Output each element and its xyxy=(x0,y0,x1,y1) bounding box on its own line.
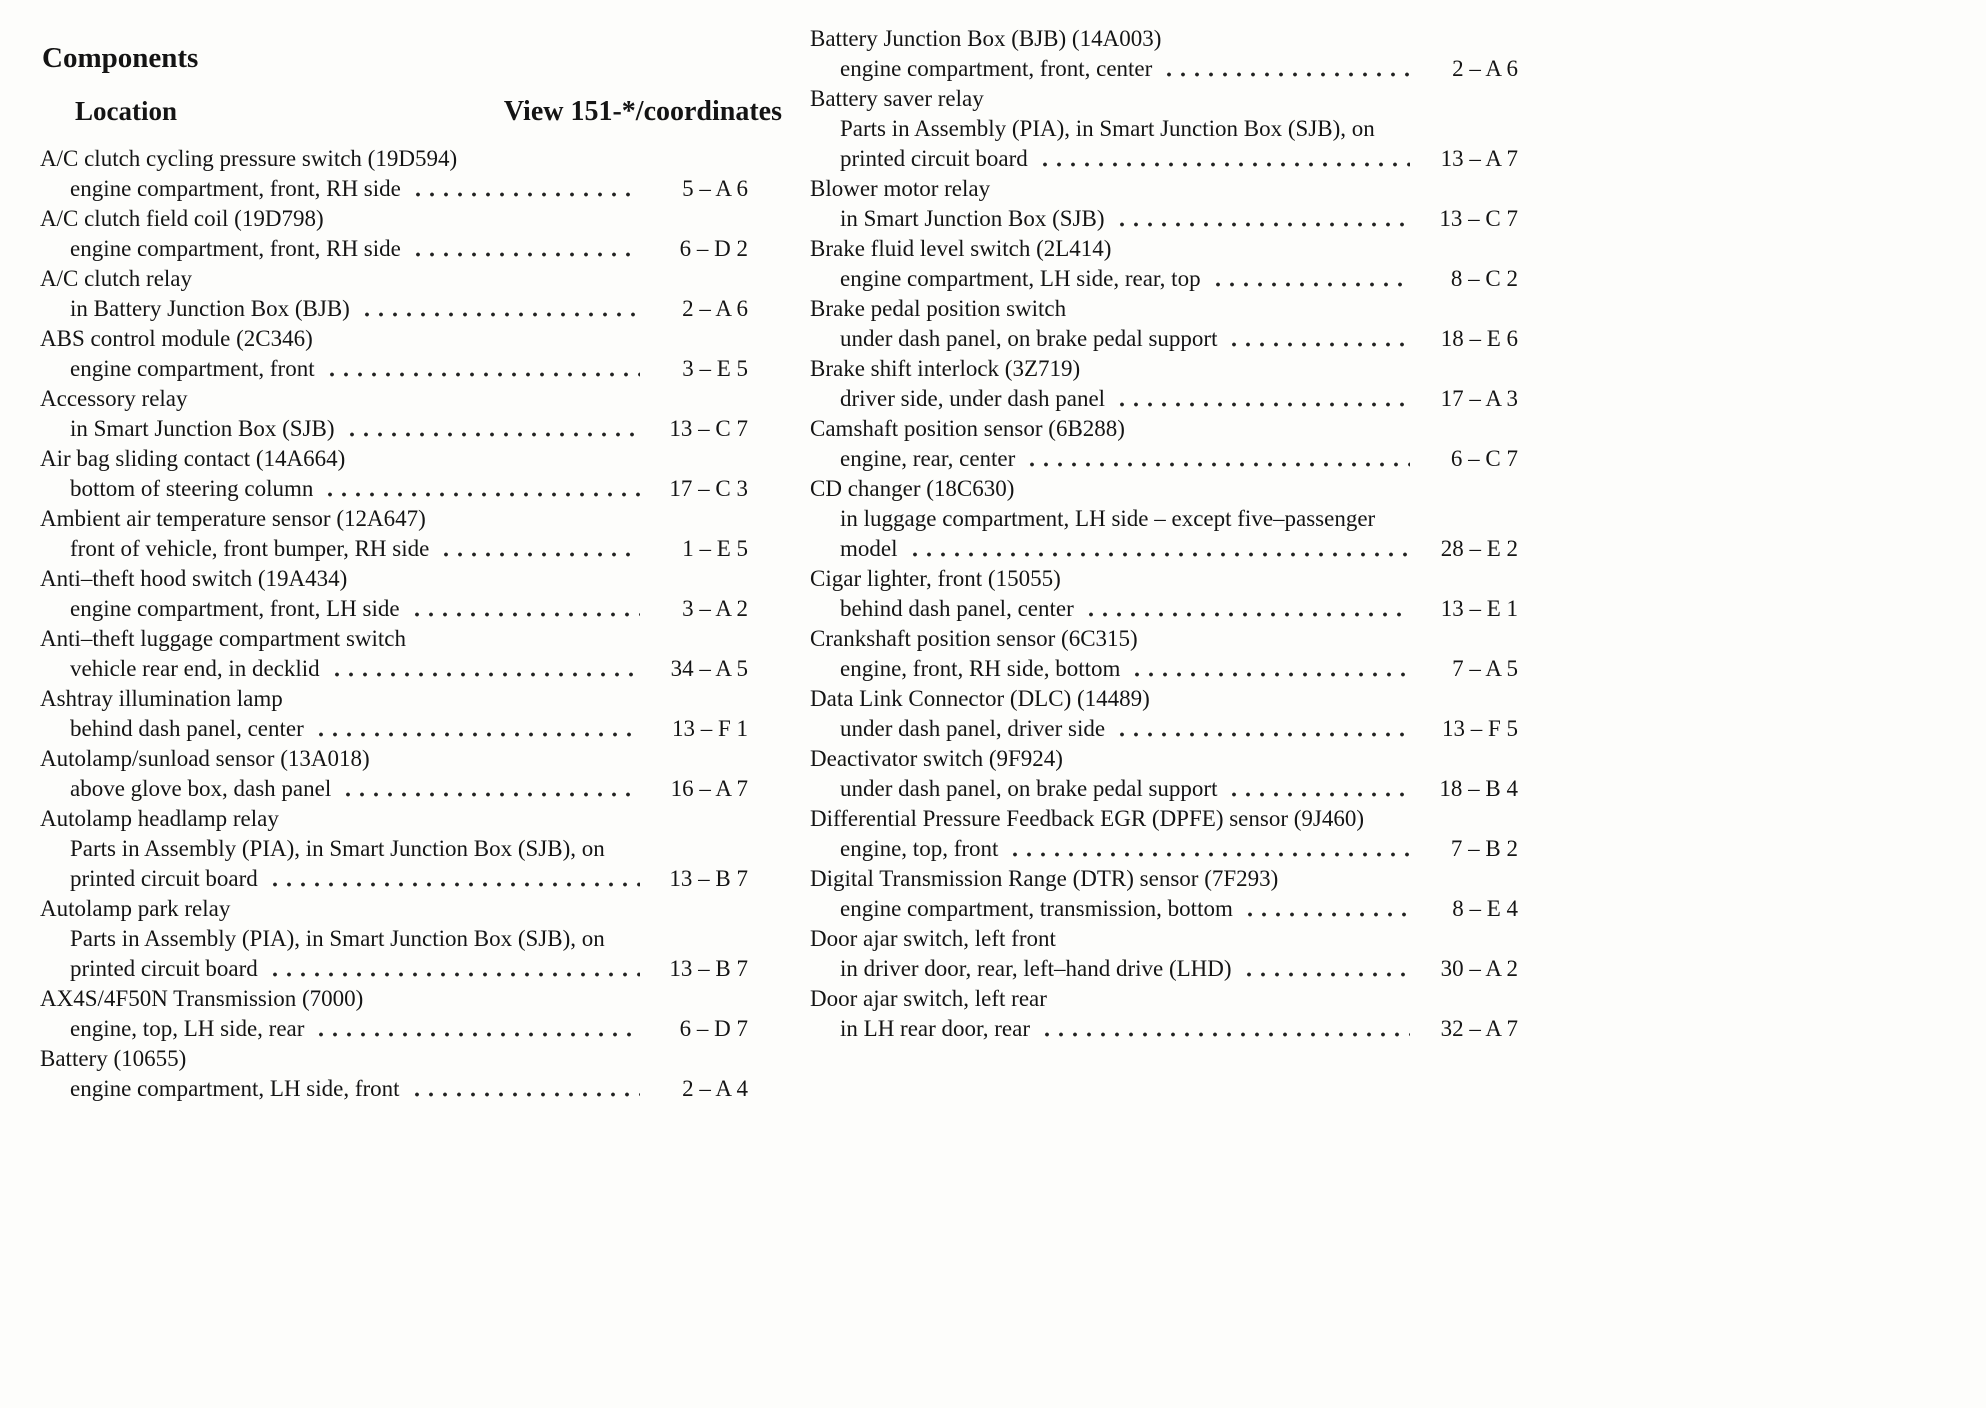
location-text: front of vehicle, front bumper, RH side xyxy=(70,536,430,561)
component-entry xyxy=(40,984,748,1044)
coordinate: 18 – B 4 xyxy=(1439,776,1518,801)
component-entry xyxy=(40,744,748,804)
coordinate: 8 – E 4 xyxy=(1452,896,1518,921)
component-entry xyxy=(40,504,748,564)
component-name: Air bag sliding contact (14A664) xyxy=(40,446,346,471)
left-column xyxy=(40,24,782,1104)
location-text: engine compartment, front, RH side xyxy=(70,236,401,261)
location-line xyxy=(40,924,748,954)
component-name: AX4S/4F50N Transmission (7000) xyxy=(40,986,364,1011)
coordinate: 2 – A 4 xyxy=(682,1076,748,1101)
component-name: Battery saver relay xyxy=(810,86,984,111)
location-line xyxy=(810,114,1518,144)
location-line xyxy=(40,534,748,564)
coordinate: 13 – F 1 xyxy=(671,716,748,741)
component-name: Accessory relay xyxy=(40,386,188,411)
location-line xyxy=(810,324,1518,354)
component-name: A/C clutch relay xyxy=(40,266,193,291)
coordinate: 13 – B 7 xyxy=(669,956,748,981)
column-headings xyxy=(42,96,782,128)
location-text: engine, rear, center xyxy=(840,446,1016,471)
dotted-leader xyxy=(1130,671,1410,678)
location-text: in luggage compartment, LH side – except five–passenger xyxy=(840,506,1376,531)
coordinate: 7 – A 5 xyxy=(1452,656,1518,681)
component-entry xyxy=(810,354,1518,414)
two-column-layout xyxy=(40,24,1986,1104)
location-text: engine compartment, LH side, front xyxy=(70,1076,400,1101)
location-line xyxy=(810,54,1518,84)
coordinate: 3 – E 5 xyxy=(682,356,748,381)
location-text: printed circuit board xyxy=(70,956,258,981)
location-line xyxy=(810,204,1518,234)
dotted-leader xyxy=(1227,791,1410,798)
component-name: ABS control module (2C346) xyxy=(40,326,313,351)
location-line xyxy=(40,1074,748,1104)
coordinate: 3 – A 2 xyxy=(682,596,748,621)
dotted-leader xyxy=(330,671,640,678)
component-name: Deactivator switch (9F924) xyxy=(810,746,1063,771)
component-entry xyxy=(40,324,748,384)
component-name: Brake fluid level switch (2L414) xyxy=(810,236,1112,261)
component-name: Crankshaft position sensor (6C315) xyxy=(810,626,1138,651)
component-name: Anti–theft hood switch (19A434) xyxy=(40,566,348,591)
location-text: bottom of steering column xyxy=(70,476,314,501)
dotted-leader xyxy=(1162,71,1410,78)
location-text: in Battery Junction Box (BJB) xyxy=(70,296,350,321)
location-text: engine compartment, front, RH side xyxy=(70,176,401,201)
location-line xyxy=(40,864,748,894)
location-text: in LH rear door, rear xyxy=(840,1016,1031,1041)
location-text: under dash panel, on brake pedal support xyxy=(840,326,1218,351)
dotted-leader xyxy=(314,731,640,738)
dotted-leader xyxy=(325,371,640,378)
view-coordinates-heading: View 151-*/coordinates xyxy=(503,96,782,127)
coordinate: 13 – A 7 xyxy=(1440,146,1518,171)
page-title: Components xyxy=(42,42,199,74)
component-entry xyxy=(40,564,748,624)
component-name: Autolamp park relay xyxy=(40,896,231,921)
component-name: Battery (10655) xyxy=(40,1046,187,1071)
component-entry xyxy=(40,444,748,504)
coordinate: 8 – C 2 xyxy=(1450,266,1518,291)
coordinate: 13 – E 1 xyxy=(1440,596,1518,621)
coordinate: 17 – A 3 xyxy=(1440,386,1518,411)
location-text: Parts in Assembly (PIA), in Smart Junction Box (SJB), on xyxy=(70,836,605,861)
location-text: under dash panel, driver side xyxy=(840,716,1106,741)
coordinate: 18 – E 6 xyxy=(1440,326,1518,351)
page-header xyxy=(42,42,782,128)
component-name: Door ajar switch, left rear xyxy=(810,986,1047,1011)
coordinate: 13 – C 7 xyxy=(669,416,748,441)
location-line xyxy=(40,414,748,444)
location-text: engine compartment, front, center xyxy=(840,56,1153,81)
location-line xyxy=(40,954,748,984)
location-text: in driver door, rear, left–hand drive (LHD) xyxy=(840,956,1232,981)
location-line xyxy=(810,834,1518,864)
component-name: Camshaft position sensor (6B288) xyxy=(810,416,1125,441)
component-entry xyxy=(810,294,1518,354)
right-column xyxy=(810,24,1518,1044)
location-text: behind dash panel, center xyxy=(70,716,304,741)
coordinate: 6 – C 7 xyxy=(1450,446,1518,471)
location-line xyxy=(810,264,1518,294)
component-entry xyxy=(810,174,1518,234)
location-line xyxy=(810,714,1518,744)
component-name: Ashtray illumination lamp xyxy=(40,686,283,711)
coordinate: 28 – E 2 xyxy=(1440,536,1518,561)
location-text: engine, top, LH side, rear xyxy=(70,1016,305,1041)
location-text: engine compartment, LH side, rear, top xyxy=(840,266,1201,291)
location-line xyxy=(40,1014,748,1044)
component-entry xyxy=(810,684,1518,744)
location-text: engine compartment, transmission, bottom xyxy=(840,896,1233,921)
location-text: printed circuit board xyxy=(70,866,258,891)
component-entry xyxy=(810,564,1518,624)
location-line xyxy=(810,1014,1518,1044)
component-name: Autolamp/sunload sensor (13A018) xyxy=(40,746,370,771)
coordinate: 17 – C 3 xyxy=(669,476,748,501)
dotted-leader xyxy=(439,551,640,558)
dotted-leader xyxy=(1084,611,1410,618)
location-text: above glove box, dash panel xyxy=(70,776,332,801)
component-entry xyxy=(810,624,1518,684)
component-name: Brake pedal position switch xyxy=(810,296,1067,321)
component-name: Blower motor relay xyxy=(810,176,991,201)
dotted-leader xyxy=(908,551,1411,558)
location-text: Parts in Assembly (PIA), in Smart Junction Box (SJB), on xyxy=(70,926,605,951)
dotted-leader xyxy=(411,191,640,198)
component-name: Differential Pressure Feedback EGR (DPFE) sensor (9J460) xyxy=(810,806,1365,831)
location-heading: Location xyxy=(75,96,178,126)
component-entry xyxy=(810,234,1518,294)
dotted-leader xyxy=(1025,461,1410,468)
location-line xyxy=(810,384,1518,414)
location-line xyxy=(40,294,748,324)
location-text: model xyxy=(840,536,898,561)
component-entry xyxy=(810,804,1518,864)
component-name: Door ajar switch, left front xyxy=(810,926,1056,951)
location-text: engine compartment, front, LH side xyxy=(70,596,400,621)
location-line xyxy=(40,654,748,684)
location-line xyxy=(810,504,1518,534)
component-entry xyxy=(40,894,748,984)
dotted-leader xyxy=(1008,851,1410,858)
location-text: vehicle rear end, in decklid xyxy=(70,656,320,681)
dotted-leader xyxy=(268,881,640,888)
component-name: Digital Transmission Range (DTR) sensor (7F293) xyxy=(810,866,1279,891)
dotted-leader xyxy=(314,1031,640,1038)
dotted-leader xyxy=(410,611,640,618)
component-entry xyxy=(810,414,1518,474)
location-text: Parts in Assembly (PIA), in Smart Junction Box (SJB), on xyxy=(840,116,1375,141)
dotted-leader xyxy=(1242,971,1410,978)
location-text: engine, top, front xyxy=(840,836,999,861)
dotted-leader xyxy=(1211,281,1410,288)
component-name: Brake shift interlock (3Z719) xyxy=(810,356,1081,381)
dotted-leader xyxy=(341,791,640,798)
location-line xyxy=(810,594,1518,624)
component-entry xyxy=(810,24,1518,84)
dotted-leader xyxy=(1115,731,1410,738)
coordinate: 34 – A 5 xyxy=(670,656,748,681)
component-entry xyxy=(40,624,748,684)
coordinate: 6 – D 7 xyxy=(679,1016,748,1041)
location-line xyxy=(810,144,1518,174)
dotted-leader xyxy=(1115,401,1410,408)
dotted-leader xyxy=(411,251,640,258)
dotted-leader xyxy=(1227,341,1410,348)
coordinate: 13 – C 7 xyxy=(1439,206,1518,231)
location-text: printed circuit board xyxy=(840,146,1028,171)
location-line xyxy=(810,894,1518,924)
dotted-leader xyxy=(410,1091,640,1098)
location-line xyxy=(810,444,1518,474)
coordinate: 2 – A 6 xyxy=(682,296,748,321)
dotted-leader xyxy=(1038,161,1410,168)
coordinate: 32 – A 7 xyxy=(1440,1016,1518,1041)
component-entry xyxy=(40,684,748,744)
component-name: Ambient air temperature sensor (12A647) xyxy=(40,506,426,531)
location-line xyxy=(40,714,748,744)
location-text: driver side, under dash panel xyxy=(840,386,1106,411)
component-entry xyxy=(40,384,748,444)
coordinate: 5 – A 6 xyxy=(682,176,748,201)
coordinate: 30 – A 2 xyxy=(1440,956,1518,981)
component-entry xyxy=(810,84,1518,174)
component-entry xyxy=(40,264,748,324)
location-text: under dash panel, on brake pedal support xyxy=(840,776,1218,801)
component-entry xyxy=(40,144,748,204)
location-line xyxy=(810,954,1518,984)
dotted-leader xyxy=(1115,221,1410,228)
location-line xyxy=(40,474,748,504)
location-line xyxy=(40,354,748,384)
component-entry xyxy=(40,804,748,894)
component-entry xyxy=(810,984,1518,1044)
location-text: in Smart Junction Box (SJB) xyxy=(70,416,335,441)
coordinate: 13 – B 7 xyxy=(669,866,748,891)
component-name: Data Link Connector (DLC) (14489) xyxy=(810,686,1150,711)
dotted-leader xyxy=(1040,1031,1410,1038)
component-name: CD changer (18C630) xyxy=(810,476,1015,501)
location-text: in Smart Junction Box (SJB) xyxy=(840,206,1105,231)
component-entry xyxy=(810,474,1518,564)
component-entry xyxy=(40,204,748,264)
location-line xyxy=(40,774,748,804)
coordinate: 16 – A 7 xyxy=(670,776,748,801)
location-line xyxy=(40,834,748,864)
component-name: Battery Junction Box (BJB) (14A003) xyxy=(810,26,1162,51)
location-text: engine, front, RH side, bottom xyxy=(840,656,1121,681)
dotted-leader xyxy=(360,311,640,318)
component-entry xyxy=(810,744,1518,804)
location-line xyxy=(810,654,1518,684)
dotted-leader xyxy=(345,431,640,438)
coordinate: 6 – D 2 xyxy=(679,236,748,261)
component-entry xyxy=(40,1044,748,1104)
coordinate: 1 – E 5 xyxy=(682,536,748,561)
coordinate: 2 – A 6 xyxy=(1452,56,1518,81)
dotted-leader xyxy=(268,971,640,978)
location-line xyxy=(40,594,748,624)
component-name: A/C clutch cycling pressure switch (19D594) xyxy=(40,146,458,171)
dotted-leader xyxy=(1243,911,1410,918)
component-name: A/C clutch field coil (19D798) xyxy=(40,206,324,231)
location-text: engine compartment, front xyxy=(70,356,315,381)
location-line xyxy=(40,174,748,204)
location-line xyxy=(40,234,748,264)
component-entry xyxy=(810,864,1518,924)
coordinate: 7 – B 2 xyxy=(1450,836,1518,861)
location-text: behind dash panel, center xyxy=(840,596,1074,621)
component-entry xyxy=(810,924,1518,984)
dotted-leader xyxy=(323,491,640,498)
location-line xyxy=(810,774,1518,804)
coordinate: 13 – F 5 xyxy=(1441,716,1518,741)
location-line xyxy=(810,534,1518,564)
component-name: Cigar lighter, front (15055) xyxy=(810,566,1061,591)
component-name: Autolamp headlamp relay xyxy=(40,806,279,831)
component-name: Anti–theft luggage compartment switch xyxy=(40,626,406,651)
